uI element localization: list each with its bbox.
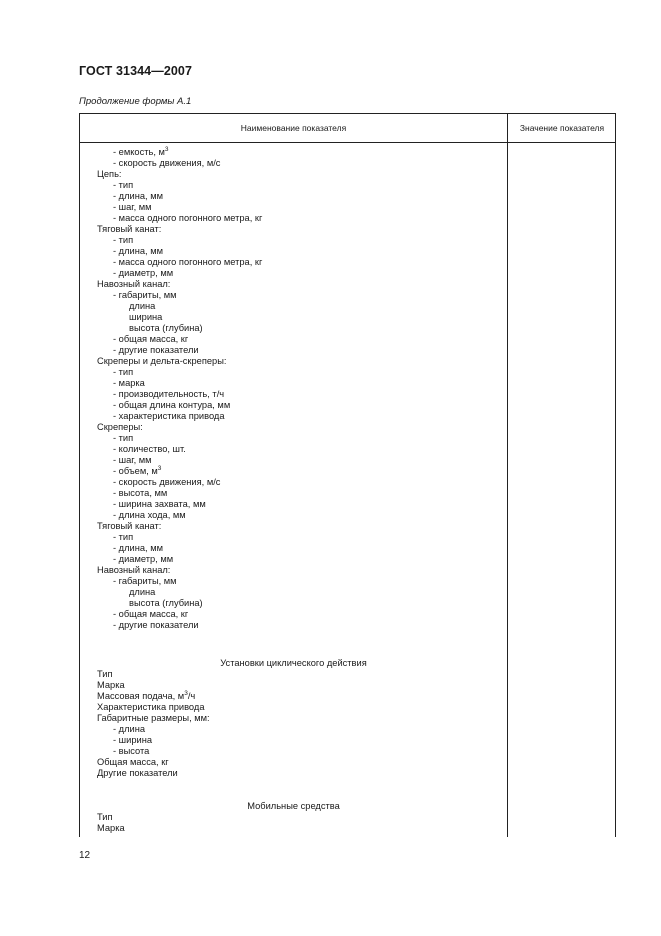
table-row: Общая масса, кг [97,757,169,767]
table-row: - длина, мм [113,191,163,201]
table-row: Марка [97,680,125,690]
table-row: Навозный канал: [97,565,171,575]
table-row: Навозный канал: [97,279,171,289]
table-row: - другие показатели [113,345,199,355]
table-row: - шаг, мм [113,202,152,212]
table-row: - общая длина контура, мм [113,400,231,410]
table-row: - длина [113,724,146,734]
table-row: Скреперы: [97,422,143,432]
doc-code: ГОСТ 31344—2007 [79,64,193,78]
table-row: - диаметр, мм [113,268,174,278]
table-row: - емкость, $м^3$ [113,146,169,157]
table-row: Характеристика привода [97,702,205,712]
table-row: - тип [113,532,134,542]
table-row: - тип [113,433,134,443]
table-row: Цепь: [97,169,122,179]
table-row: - длина хода, мм [113,510,186,520]
table-row: Тип [97,669,113,679]
table-row: - объем, $м^3$ [113,465,162,476]
column-header-value: Значение показателя [519,123,605,133]
table-row: длина [129,301,156,311]
continuation-caption: Продолжение формы А.1 [79,96,192,107]
table-row: - общая масса, кг [113,609,189,619]
indicator-table [79,113,616,837]
table-row: - другие показатели [113,620,199,630]
table-row: - габариты, мм [113,290,177,300]
table-row: - шаг, мм [113,455,152,465]
table-row: - длина, мм [113,543,163,553]
column-divider [507,114,508,837]
table-row: - ширина [113,735,152,745]
table-row: ширина [129,312,163,322]
table-row: - масса одного погонного метра, кг [113,213,263,223]
table-row: - общая масса, кг [113,334,189,344]
table-row: - диаметр, мм [113,554,174,564]
table-row: Тяговый канат: [97,521,162,531]
table-row: - тип [113,235,134,245]
table-row: - длина, мм [113,246,163,256]
table-row: Массовая подача, $м^3/ч$ [97,690,196,701]
table-row: - количество, шт. [113,444,186,454]
table-row: Тип [97,812,113,822]
page-number: 12 [79,850,91,861]
table-row: Габаритные размеры, мм: [97,713,210,723]
section-heading: Установки циклического действия [220,658,367,668]
table-row: - скорость движения, м/с [113,158,221,168]
section-heading: Мобильные средства [247,801,340,811]
table-row: высота (глубина) [129,598,203,608]
table-row: Скреперы и дельта-скреперы: [97,356,227,366]
table-row: - производительность, т/ч [113,389,225,399]
table-row: высота (глубина) [129,323,203,333]
table-row: - габариты, мм [113,576,177,586]
table-row: - ширина захвата, мм [113,499,206,509]
table-row: - высота [113,746,150,756]
table-row: - скорость движения, м/с [113,477,221,487]
table-row: - марка [113,378,145,388]
column-header-name: Наименование показателя [240,123,347,133]
table-row: - высота, мм [113,488,168,498]
table-row: Марка [97,823,125,833]
table-row: - тип [113,180,134,190]
table-row: - масса одного погонного метра, кг [113,257,263,267]
header-rule [80,142,615,143]
table-row: Тяговый канат: [97,224,162,234]
table-row: длина [129,587,156,597]
table-row: Другие показатели [97,768,178,778]
table-row: - тип [113,367,134,377]
table-row: - характеристика привода [113,411,225,421]
